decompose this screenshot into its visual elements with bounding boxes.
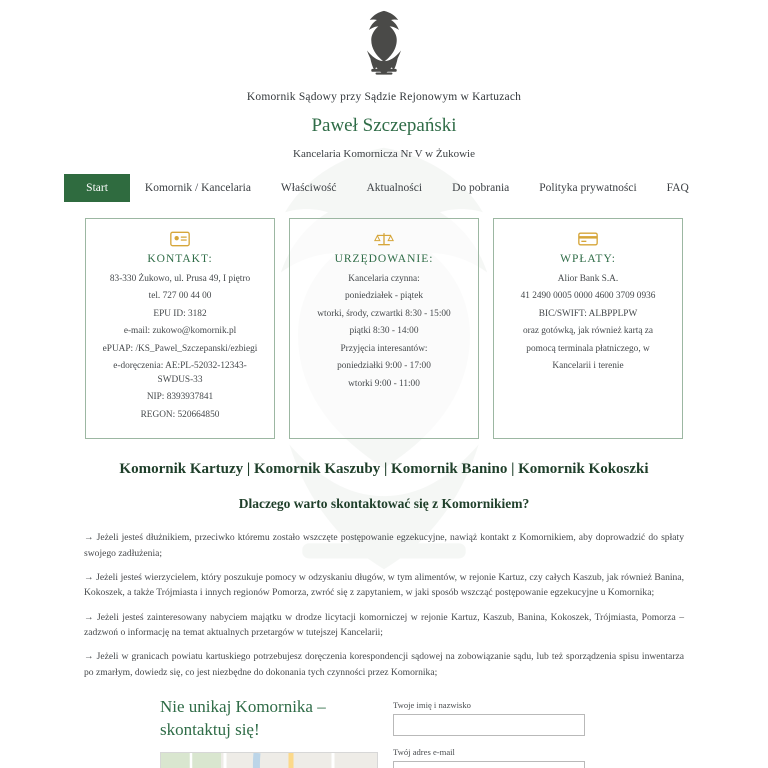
hours-line: wtorki 9:00 - 11:00 xyxy=(348,378,420,389)
office-hours-box xyxy=(289,218,479,439)
hours-line: wtorki, środy, czwartki 8:30 - 15:00 xyxy=(317,308,451,319)
paragraph: → Jeżeli jesteś zainteresowany nabyciem majątku w drodze licytacji komorniczej w rejonie Kartuz, Kaszub, Banina, Kokoszek, Trójmiasta, Pomorza – zadzwoń o informację na temat aktualnych przetargów w tutejszej Kancelarii; xyxy=(84,611,684,638)
nav-item-polityka-prywatnosci[interactable]: Polityka prywatności xyxy=(539,182,637,194)
hours-line: Kancelaria czynna: xyxy=(348,274,420,284)
page-title: Paweł Szczepański xyxy=(311,115,457,136)
cta-line-1: Nie unikaj Komornika – xyxy=(160,696,326,716)
info-boxes xyxy=(0,218,768,439)
nav-item-faq[interactable]: FAQ xyxy=(666,182,689,194)
contact-box xyxy=(85,218,275,439)
hours-line: poniedziałek - piątek xyxy=(345,291,423,302)
email-field-label: Twój adres e-mail xyxy=(393,746,455,757)
name-input[interactable] xyxy=(393,714,585,736)
paragraph: → Jeżeli jesteś dłużnikiem, przeciwko któremu zostało wszczęte postępowanie egzekucyjne, nawiąż kontakt z Komornikiem, aby doprowadzić do spłaty swojego zadłużenia; xyxy=(84,532,684,559)
hours-line: piątki 8:30 - 14:00 xyxy=(349,326,419,337)
hours-line: Przyjęcia interesantów: xyxy=(340,343,428,354)
hours-line: poniedziałki 9:00 - 17:00 xyxy=(337,361,431,372)
contact-line: ePUAP: /KS_Pawel_Szczepanski/ezbiegi xyxy=(102,343,258,354)
polish-eagle-crest-icon xyxy=(348,8,420,76)
keywords-heading: Komornik Kartuzy | Komornik Kaszuby | Komornik Banino | Komornik Kokoszki xyxy=(119,461,649,478)
why-contact-heading: Dlaczego warto skontaktować się z Komornikiem? xyxy=(238,496,530,512)
scales-icon xyxy=(374,231,394,247)
payment-line: pomocą terminala płatniczego, w xyxy=(526,343,650,354)
site-header xyxy=(0,0,768,81)
cta-heading xyxy=(160,696,375,742)
payment-line: Alior Bank S.A. xyxy=(557,274,619,284)
contact-line: EPU ID: 3182 xyxy=(153,308,207,319)
payment-line: Kancelarii i terenie xyxy=(552,361,624,372)
payments-box-title: WPŁATY: xyxy=(560,253,616,265)
payment-line: BIC/SWIFT: ALBPPLPW xyxy=(538,308,638,319)
contact-box-title: KONTAKT: xyxy=(147,253,213,265)
nav-item-komornik-kancelaria[interactable]: Komornik / Kancelaria xyxy=(144,182,251,194)
payment-line: oraz gotówką, jak również kartą za xyxy=(522,326,654,337)
office-line: Komornik Sądowy przy Sądzie Rejonowym w Kartuzach xyxy=(246,91,522,103)
contact-line: REGON: 520664850 xyxy=(140,409,220,420)
map-canvas[interactable] xyxy=(161,753,378,768)
contact-line: e-mail: zukowo@komornik.pl xyxy=(123,326,237,337)
nav-item-start[interactable]: Start xyxy=(64,174,130,202)
contact-line: tel. 727 00 44 00 xyxy=(148,291,212,302)
payments-box xyxy=(493,218,683,439)
cta-line-2: skontaktuj się! xyxy=(160,719,260,739)
location-map[interactable] xyxy=(160,752,378,768)
sub-office-line: Kancelaria Komornicza Nr V w Żukowie xyxy=(293,148,475,160)
nav-item-do-pobrania[interactable]: Do pobrania xyxy=(452,182,510,194)
contact-left-column xyxy=(160,696,375,768)
nav-item-aktualnosci[interactable]: Aktualności xyxy=(366,182,423,194)
contact-line: e-doręczenia: AE:PL-52032-12343-SWDUS-33 xyxy=(113,361,247,385)
payment-line: 41 2490 0005 0000 4600 3709 0936 xyxy=(520,291,656,302)
main-navigation xyxy=(0,174,768,202)
nav-item-wlasciwosc[interactable]: Właściwość xyxy=(280,182,337,194)
contact-line: 83-330 Żukowo, ul. Prusa 49, I piętro xyxy=(109,274,251,284)
contact-section xyxy=(0,696,768,768)
id-card-icon xyxy=(170,231,190,247)
intro-paragraphs xyxy=(84,530,684,680)
office-hours-box-title: URZĘDOWANIE: xyxy=(334,253,434,265)
name-field-label: Twoje imię i nazwisko xyxy=(393,699,471,710)
paragraph: → Jeżeli jesteś wierzycielem, który poszukuje pomocy w odzyskaniu długów, w tym alimentów, w rejonie Kartuz, czy całych Kaszub, jak również Banina, Kokoszek, a także Trójmiasta i innych regionów Pomorza, zwróć się z zapytaniem, w jaki sposób wszcząć postępowanie egzekucyjne u Komornika; xyxy=(84,571,684,599)
credit-card-icon xyxy=(578,231,598,247)
contact-form xyxy=(393,696,623,768)
contact-line: NIP: 8393937841 xyxy=(146,392,214,403)
paragraph: → Jeżeli w granicach powiatu kartuskiego potrzebujesz doręczenia korespondencji sądowej na zobowiązanie sądu, lub też sporządzenia spisu inwentarza po zmarłym, dowiedz się, co jest niezbędne do dokonania tych czynności przez Komornika; xyxy=(84,651,684,678)
email-input[interactable] xyxy=(393,761,585,768)
